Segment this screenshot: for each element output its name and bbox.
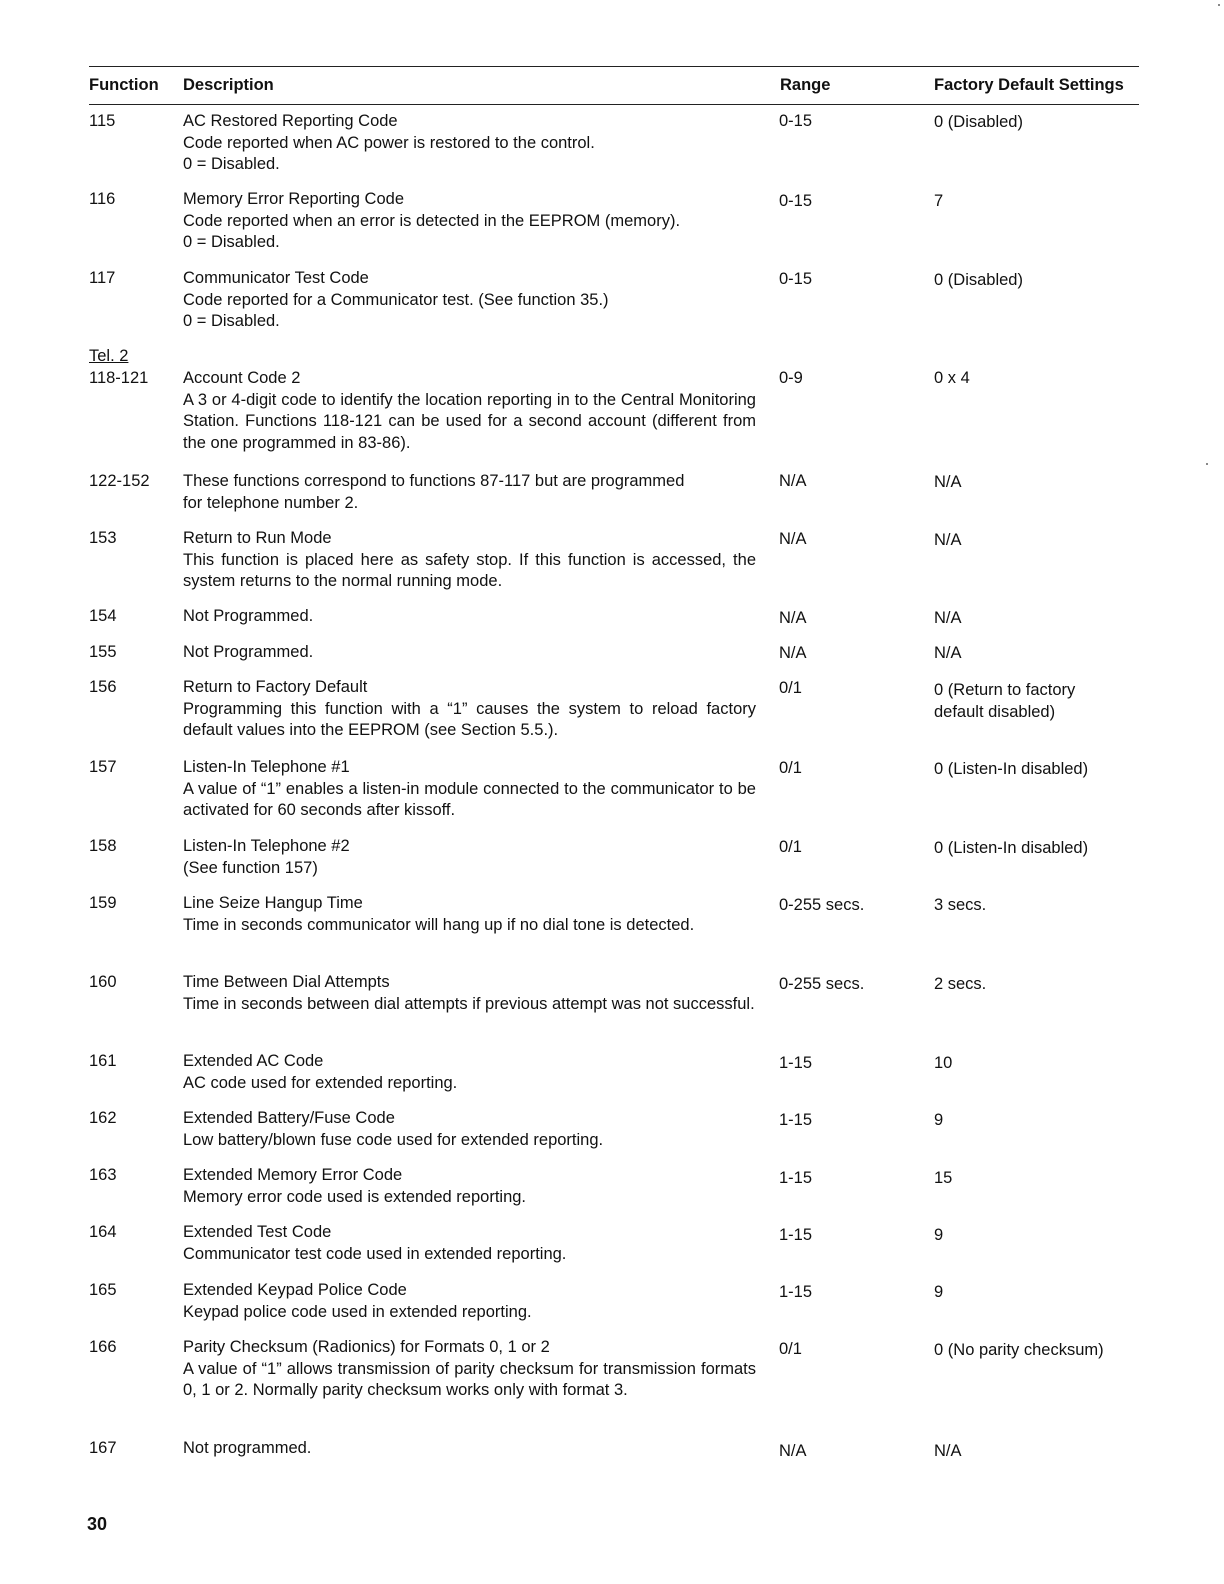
description bbox=[183, 528, 756, 593]
default-value bbox=[934, 895, 1174, 917]
function-number: 155 bbox=[89, 643, 117, 661]
function-number: 165 bbox=[89, 1281, 117, 1299]
function-number bbox=[89, 346, 179, 389]
description-title: Memory Error Reporting Code bbox=[183, 190, 404, 208]
range-value: 0-9 bbox=[779, 369, 803, 387]
description bbox=[183, 757, 756, 822]
function-number: 160 bbox=[89, 973, 117, 991]
default-value bbox=[934, 680, 1104, 723]
function-number: 115 bbox=[89, 112, 116, 130]
description bbox=[183, 1222, 756, 1265]
description bbox=[183, 836, 756, 879]
range-value: 1-15 bbox=[779, 1283, 813, 1301]
description-title: Extended Memory Error Code bbox=[183, 1166, 403, 1184]
function-number: 164 bbox=[89, 1223, 117, 1241]
description-title: Extended Battery/Fuse Code bbox=[183, 1109, 395, 1127]
description-title: Extended AC Code bbox=[183, 1052, 324, 1070]
default-secondary: (Disabled) bbox=[947, 113, 1023, 131]
description bbox=[183, 642, 756, 664]
function-number: 162 bbox=[89, 1109, 117, 1127]
description-body: Programming this function with a “1” causes the system to reload factory default values into the EEPROM (see Section 5.5.). bbox=[183, 699, 756, 739]
function-number: 167 bbox=[89, 1439, 117, 1457]
description-title: Not Programmed. bbox=[183, 643, 314, 661]
default-primary: N/A bbox=[934, 473, 962, 491]
default-primary: 0 x 4 bbox=[934, 369, 970, 387]
default-value bbox=[934, 643, 1174, 665]
scan-speck bbox=[1218, 4, 1220, 6]
function-number: 117 bbox=[89, 269, 116, 287]
range-value: 0-255 secs. bbox=[779, 975, 865, 993]
description-body: Time in seconds between dial attempts if previous attempt was not successful. bbox=[183, 994, 755, 1013]
function-number: 158 bbox=[89, 837, 117, 855]
function-number: 122-152 bbox=[89, 472, 150, 490]
description-body: A value of “1” allows transmission of parity checksum for transmission formats 0, 1 or 2. Normally parity checksum works only with format 3. bbox=[183, 1359, 756, 1399]
description-title: Time Between Dial Attempts bbox=[183, 973, 390, 991]
description-note: 0 = Disabled. bbox=[183, 312, 280, 330]
description bbox=[183, 1438, 756, 1460]
description bbox=[183, 471, 756, 514]
description-title: These functions correspond to functions 87-117 but are programmed bbox=[183, 472, 685, 490]
default-primary: 0 bbox=[934, 271, 944, 289]
function-number: 159 bbox=[89, 894, 117, 912]
description-body: A value of “1” enables a listen-in module connected to the communicator to be activated for 60 seconds after kissoff. bbox=[183, 779, 756, 819]
description bbox=[183, 189, 756, 254]
range-value: 0-15 bbox=[779, 112, 813, 130]
scan-speck bbox=[1206, 463, 1208, 465]
default-value bbox=[934, 530, 1174, 552]
default-primary: 9 bbox=[934, 1111, 944, 1129]
description-body: Memory error code used is extended reporting. bbox=[183, 1187, 527, 1206]
description-body: Code reported when AC power is restored to the control. bbox=[183, 133, 595, 152]
default-value bbox=[934, 112, 1174, 134]
description-body: Keypad police code used in extended reporting. bbox=[183, 1302, 532, 1321]
description-title: Extended Test Code bbox=[183, 1223, 332, 1241]
description bbox=[183, 1051, 756, 1094]
default-secondary: (Return to factory default disabled) bbox=[934, 681, 1076, 721]
default-secondary: (Listen-In disabled) bbox=[947, 839, 1089, 857]
description-body: Code reported for a Communicator test. (See function 35.) bbox=[183, 290, 609, 309]
default-value bbox=[934, 974, 1174, 996]
description-title: Not programmed. bbox=[183, 1439, 312, 1457]
range-value: N/A bbox=[779, 644, 807, 662]
default-value bbox=[934, 759, 1174, 781]
range-value: N/A bbox=[779, 472, 807, 490]
description bbox=[183, 677, 756, 742]
description-title: Account Code 2 bbox=[183, 369, 301, 387]
description-title: Return to Run Mode bbox=[183, 529, 332, 547]
description bbox=[183, 111, 756, 176]
range-value: 0-15 bbox=[779, 270, 813, 288]
default-primary: N/A bbox=[934, 1442, 962, 1460]
header-range: Range bbox=[780, 76, 831, 94]
description bbox=[183, 1165, 756, 1208]
function-number: 116 bbox=[89, 190, 116, 208]
header-rule bbox=[89, 104, 1139, 105]
description-title: Extended Keypad Police Code bbox=[183, 1281, 407, 1299]
default-secondary: (Listen-In disabled) bbox=[947, 760, 1089, 778]
description bbox=[183, 972, 756, 1015]
range-value: 0-255 secs. bbox=[779, 896, 865, 914]
range-value: 0/1 bbox=[779, 1340, 802, 1358]
function-number: 157 bbox=[89, 758, 117, 776]
description-title: Line Seize Hangup Time bbox=[183, 894, 363, 912]
default-value bbox=[934, 472, 1174, 494]
description-title: Return to Factory Default bbox=[183, 678, 368, 696]
range-value: 1-15 bbox=[779, 1226, 813, 1244]
default-primary: 15 bbox=[934, 1169, 953, 1187]
default-value bbox=[934, 1225, 1174, 1247]
function-number: 163 bbox=[89, 1166, 117, 1184]
description-body: Time in seconds communicator will hang up if no dial tone is detected. bbox=[183, 915, 695, 934]
top-rule bbox=[89, 66, 1139, 67]
description-title: Listen-In Telephone #1 bbox=[183, 758, 350, 776]
range-value: N/A bbox=[779, 609, 807, 627]
default-value bbox=[934, 368, 1174, 390]
default-value bbox=[934, 1441, 1174, 1463]
description-title: Parity Checksum (Radionics) for Formats 0, 1 or 2 bbox=[183, 1338, 550, 1356]
default-value bbox=[934, 1168, 1174, 1190]
header-description: Description bbox=[183, 76, 274, 94]
default-primary: 0 bbox=[934, 1341, 944, 1359]
description bbox=[183, 1108, 756, 1151]
default-primary: 10 bbox=[934, 1054, 953, 1072]
description-body: Low battery/blown fuse code used for extended reporting. bbox=[183, 1130, 604, 1149]
function-range: 118-121 bbox=[89, 368, 149, 387]
default-value bbox=[934, 270, 1174, 292]
default-value bbox=[934, 838, 1174, 860]
description-body: (See function 157) bbox=[183, 858, 318, 877]
page-number: 30 bbox=[87, 1514, 108, 1534]
description-body: A 3 or 4-digit code to identify the location reporting in to the Central Monitoring Station. Functions 118-121 can be used for a second account (different from the one programmed in 83-86). bbox=[183, 390, 756, 452]
default-primary: 9 bbox=[934, 1283, 944, 1301]
description-body: for telephone number 2. bbox=[183, 493, 359, 512]
range-value: 0-15 bbox=[779, 192, 813, 210]
default-primary: 0 bbox=[934, 760, 944, 778]
function-number: 153 bbox=[89, 529, 117, 547]
default-primary: 0 bbox=[934, 113, 944, 131]
description-title: AC Restored Reporting Code bbox=[183, 112, 398, 130]
description-title: Not Programmed. bbox=[183, 607, 314, 625]
description bbox=[183, 1337, 756, 1402]
function-number: 154 bbox=[89, 607, 117, 625]
range-value: 0/1 bbox=[779, 759, 802, 777]
range-value: 1-15 bbox=[779, 1111, 813, 1129]
default-secondary: (No parity checksum) bbox=[947, 1341, 1104, 1359]
range-value: N/A bbox=[779, 1442, 807, 1460]
description-note: 0 = Disabled. bbox=[183, 155, 280, 173]
default-primary: 2 secs. bbox=[934, 975, 987, 993]
default-value bbox=[934, 191, 1174, 213]
function-number: 161 bbox=[89, 1052, 117, 1070]
range-value: 0/1 bbox=[779, 838, 802, 856]
range-value: N/A bbox=[779, 530, 807, 548]
default-value bbox=[934, 1110, 1174, 1132]
default-primary: 7 bbox=[934, 192, 944, 210]
default-secondary: (Disabled) bbox=[947, 271, 1023, 289]
default-primary: N/A bbox=[934, 644, 962, 662]
telephone-label: Tel. 2 bbox=[89, 347, 129, 365]
default-primary: 9 bbox=[934, 1226, 944, 1244]
description-body: This function is placed here as safety stop. If this function is accessed, the system returns to the normal running mode. bbox=[183, 550, 756, 590]
function-number: 156 bbox=[89, 678, 117, 696]
function-number: 166 bbox=[89, 1338, 117, 1356]
description-body: Communicator test code used in extended reporting. bbox=[183, 1244, 567, 1263]
default-primary: 0 bbox=[934, 839, 944, 857]
description bbox=[183, 893, 756, 936]
default-primary: 0 bbox=[934, 681, 944, 699]
description bbox=[183, 268, 756, 333]
default-value bbox=[934, 1340, 1174, 1362]
description-title: Communicator Test Code bbox=[183, 269, 369, 287]
range-value: 1-15 bbox=[779, 1169, 813, 1187]
description bbox=[183, 1280, 756, 1323]
default-value bbox=[934, 1053, 1174, 1075]
description-body: AC code used for extended reporting. bbox=[183, 1073, 458, 1092]
description bbox=[183, 368, 756, 454]
header-function: Function bbox=[89, 76, 159, 94]
description-title: Listen-In Telephone #2 bbox=[183, 837, 350, 855]
range-value: 0/1 bbox=[779, 679, 802, 697]
default-value bbox=[934, 1282, 1174, 1304]
description-note: 0 = Disabled. bbox=[183, 233, 280, 251]
default-value bbox=[934, 608, 1174, 630]
range-value: 1-15 bbox=[779, 1054, 813, 1072]
header-default: Factory Default Settings bbox=[934, 76, 1124, 94]
description bbox=[183, 606, 756, 628]
description-body: Code reported when an error is detected in the EEPROM (memory). bbox=[183, 211, 681, 230]
default-primary: N/A bbox=[934, 609, 962, 627]
default-primary: 3 secs. bbox=[934, 896, 987, 914]
default-primary: N/A bbox=[934, 531, 962, 549]
